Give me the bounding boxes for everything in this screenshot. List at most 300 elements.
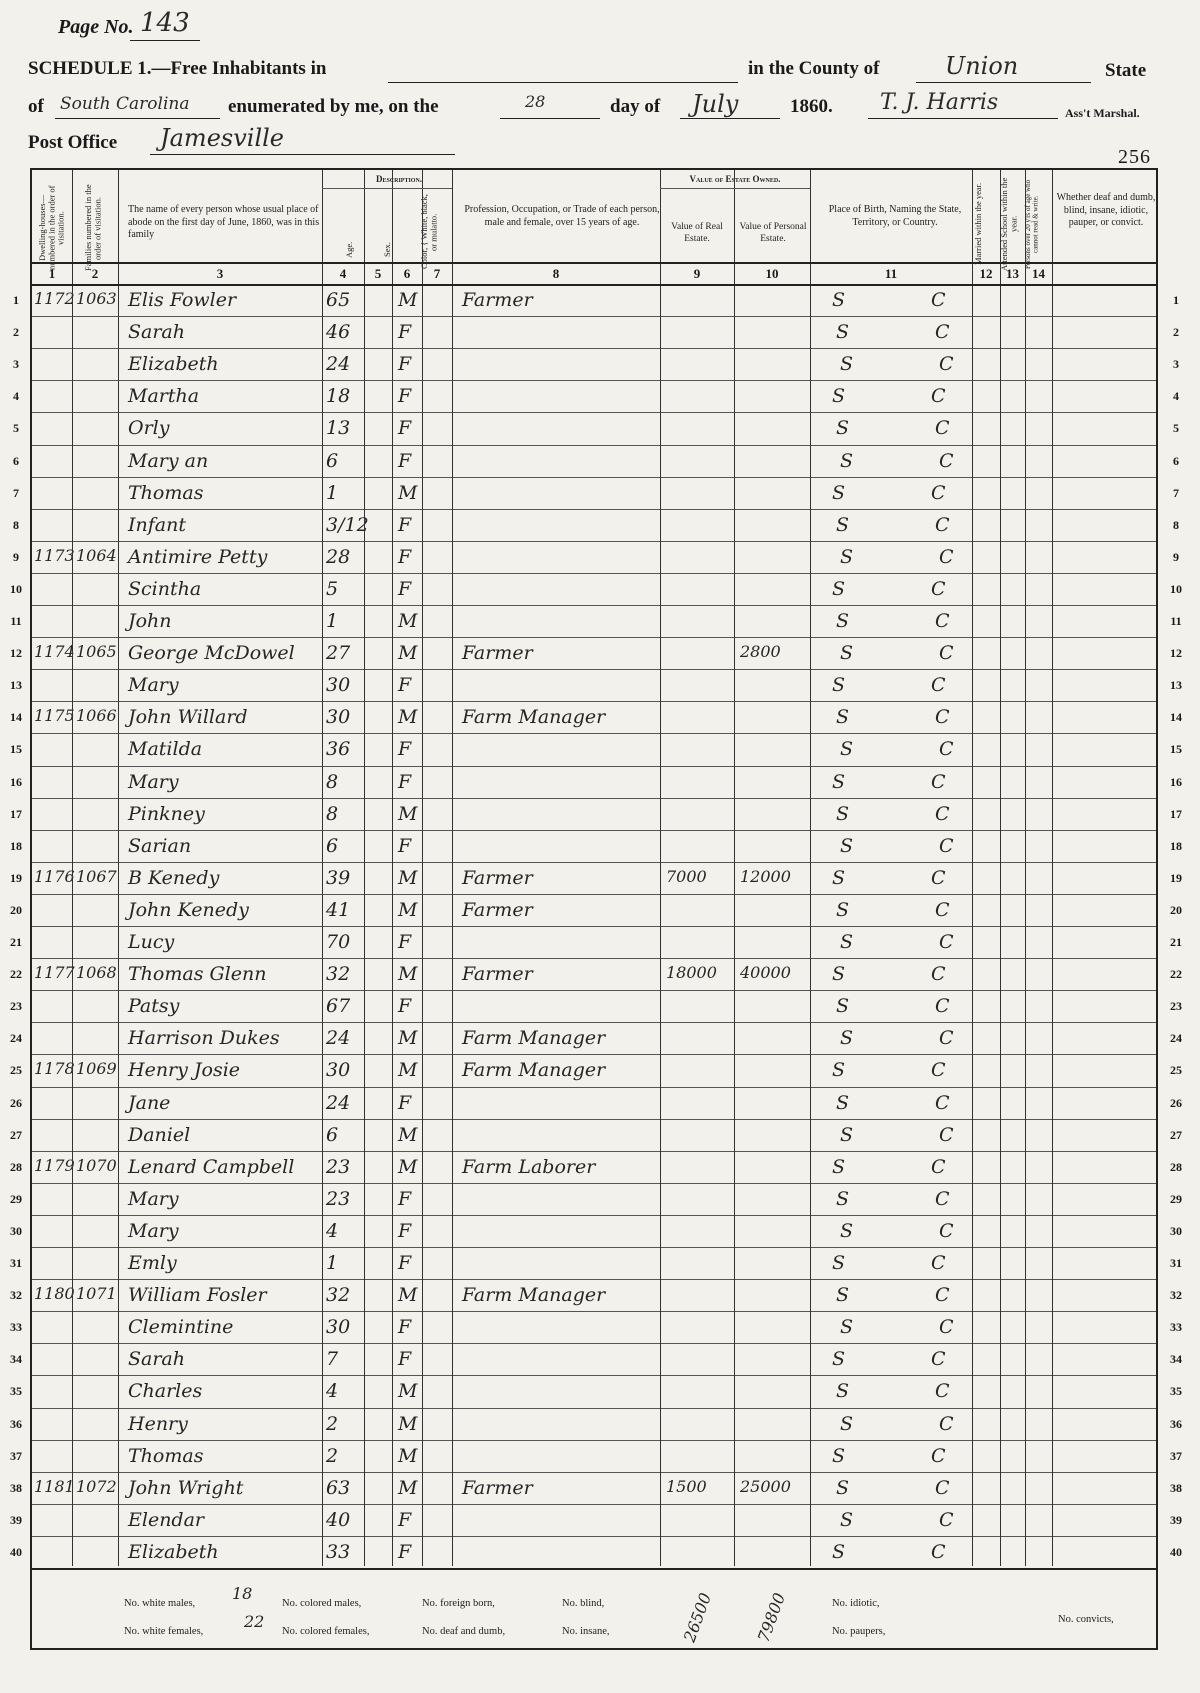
person-name: William Fosler [128, 1284, 267, 1307]
row-number-left: 15 [10, 742, 22, 757]
column-number: 11 [884, 266, 898, 281]
person-age: 40 [326, 1508, 351, 1531]
col2-header: Families numbered in the order of visitation. [83, 184, 103, 272]
dwelling-number: 1177 [34, 963, 75, 983]
occupation: Farmer [462, 963, 533, 986]
row-number-right: 30 [1170, 1223, 1182, 1238]
day-value: 28 [525, 92, 546, 111]
person-age: 1 [326, 610, 339, 632]
person-age: 67 [326, 995, 351, 1018]
person-sex: F [398, 738, 412, 761]
person-name: Thomas Glenn [128, 963, 267, 986]
real-estate-value: 7000 [666, 866, 707, 886]
person-sex: M [398, 1284, 418, 1307]
person-age: 41 [326, 898, 351, 921]
row-number-right: 7 [1173, 485, 1179, 500]
row-number-left: 6 [13, 453, 19, 468]
footer-white-males: No. white males, [124, 1598, 196, 1609]
person-name: Charles [128, 1380, 203, 1403]
person-sex: F [398, 1508, 412, 1531]
person-sex: F [398, 1252, 412, 1274]
row-number-left: 39 [10, 1512, 22, 1527]
row-number-right: 11 [1170, 614, 1182, 628]
person-sex: F [398, 1316, 412, 1339]
row-number-left: 22 [10, 967, 22, 982]
county-value: Union [945, 52, 1019, 80]
person-age: 13 [326, 417, 351, 440]
row-number-left: 16 [10, 774, 22, 789]
column-number: 9 [693, 266, 701, 281]
real-estate-value: 18000 [666, 963, 717, 983]
footer-idiotic: No. idiotic, [832, 1598, 880, 1609]
birthplace: S C [836, 1187, 990, 1210]
occupation: Farm Manager [462, 706, 606, 729]
person-sex: F [398, 674, 412, 697]
family-number: 1068 [76, 963, 117, 983]
person-age: 24 [326, 1027, 351, 1050]
row-number-left: 13 [10, 678, 22, 693]
birthplace: S C [836, 321, 990, 344]
family-number: 1063 [76, 289, 117, 308]
row-number-right: 28 [1170, 1159, 1182, 1174]
row-number-right: 2 [1173, 325, 1179, 340]
row-number-left: 26 [10, 1095, 22, 1110]
birthplace: S C [836, 995, 990, 1018]
dwelling-number: 1181 [34, 1476, 75, 1496]
birthplace: S C [832, 1540, 986, 1563]
person-name: Orly [128, 417, 170, 440]
person-name: Daniel [128, 1123, 191, 1146]
enumerated-label: enumerated by me, on the [228, 96, 439, 117]
row-number-right: 15 [1170, 742, 1182, 757]
occupation: Farm Manager [462, 1284, 606, 1307]
row-number-right: 31 [1170, 1256, 1182, 1270]
dwelling-number: 1172 [34, 289, 75, 308]
schedule-title: SCHEDULE 1.—Free Inhabitants in [28, 58, 327, 79]
row-number-right: 33 [1170, 1320, 1182, 1335]
person-name: Jane [128, 1091, 171, 1114]
row-number-left: 4 [13, 389, 19, 404]
state-label: State [1105, 60, 1147, 81]
person-name: Mary an [128, 449, 209, 472]
description-header: Description. [375, 174, 423, 184]
birthplace: S C [832, 481, 986, 504]
row-number-right: 35 [1170, 1384, 1182, 1399]
person-name: B Kenedy [128, 866, 220, 889]
col3-header: The name of every person whose usual place of abode on the first day of June, 1860, was in this family [128, 204, 320, 240]
birthplace: S C [840, 1219, 994, 1242]
row-number-left: 34 [10, 1352, 22, 1367]
birthplace: S C [836, 513, 990, 536]
col9-header: Value of Personal Estate. [739, 222, 807, 244]
column-number: 12 [979, 266, 993, 281]
col8-header: Value of Real Estate. [671, 222, 723, 244]
column-number: 14 [1032, 266, 1045, 281]
col4-header: Age. [344, 241, 354, 259]
person-age: 5 [326, 577, 339, 600]
footer-colored-females: No. colored females, [282, 1626, 370, 1637]
person-name: Scintha [128, 577, 202, 600]
person-name: Mary [128, 770, 179, 793]
birthplace: S C [832, 1155, 986, 1178]
birthplace: S C [840, 1508, 994, 1531]
footer-convicts: No. convicts, [1058, 1614, 1114, 1625]
birthplace: S C [832, 385, 986, 408]
person-age: 30 [326, 706, 351, 729]
column-number: 10 [765, 266, 779, 281]
person-name: Harrison Dukes [128, 1027, 280, 1050]
person-name: Henry [128, 1412, 188, 1435]
row-number-left: 36 [10, 1416, 22, 1431]
birthplace: S C [832, 577, 986, 600]
person-age: 1 [326, 1252, 339, 1274]
person-name: Mary [128, 1187, 179, 1210]
real-estate-value: 1500 [666, 1476, 707, 1496]
personal-estate-value: 12000 [740, 866, 791, 886]
birthplace: S C [836, 706, 990, 729]
row-number-right: 6 [1173, 453, 1179, 468]
person-age: 63 [326, 1476, 351, 1499]
personal-estate-value: 40000 [740, 963, 791, 983]
row-number-left: 21 [10, 935, 22, 949]
birthplace: S C [836, 610, 990, 632]
family-number: 1070 [76, 1155, 117, 1175]
occupation: Farmer [462, 898, 533, 921]
column-number: 1 [48, 266, 56, 281]
row-number-left: 8 [13, 517, 19, 532]
row-number-left: 20 [10, 902, 22, 917]
person-name: Sarah [128, 1348, 185, 1371]
person-sex: F [398, 1091, 412, 1114]
row-number-left: 40 [10, 1544, 22, 1559]
column-number: 6 [403, 266, 411, 281]
person-age: 24 [326, 1091, 351, 1114]
person-sex: M [398, 1412, 418, 1435]
person-name: Pinkney [128, 802, 205, 825]
footer-insane: No. insane, [562, 1626, 610, 1637]
dwelling-number: 1174 [34, 642, 75, 662]
person-age: 46 [326, 321, 351, 344]
footer-white-females: No. white females, [124, 1626, 204, 1637]
person-age: 8 [326, 770, 339, 793]
person-sex: F [398, 321, 412, 344]
birthplace: S C [840, 738, 994, 761]
row-number-right: 5 [1173, 421, 1179, 436]
col10-header: Place of Birth, Naming the State, Territory, or Country. [828, 204, 962, 228]
person-sex: M [398, 642, 418, 665]
row-number-left: 14 [10, 710, 22, 725]
person-sex: F [398, 1540, 412, 1563]
row-number-right: 25 [1170, 1063, 1182, 1078]
census-table [10, 168, 1182, 1650]
row-number-left: 11 [10, 614, 22, 628]
row-number-right: 29 [1170, 1191, 1182, 1206]
row-number-left: 25 [10, 1063, 22, 1078]
person-name: John Wright [128, 1476, 244, 1499]
person-name: Lenard Campbell [128, 1155, 295, 1178]
person-name: Elizabeth [128, 353, 219, 376]
row-number-right: 26 [1170, 1095, 1182, 1110]
row-number-left: 1 [13, 293, 19, 307]
person-age: 6 [326, 1123, 339, 1146]
row-number-right: 27 [1170, 1127, 1182, 1142]
row-number-right: 16 [1170, 774, 1182, 789]
person-name: Matilda [128, 738, 203, 761]
col11-header: Married within the year. [973, 182, 983, 266]
person-age: 6 [326, 834, 339, 857]
person-sex: M [398, 1059, 418, 1082]
person-sex: M [398, 963, 418, 986]
person-age: 70 [326, 931, 351, 953]
person-name: Lucy [128, 931, 175, 953]
person-age: 2 [326, 1412, 339, 1435]
row-number-left: 17 [10, 806, 22, 821]
county-label: in the County of [748, 58, 880, 79]
row-number-right: 19 [1170, 870, 1182, 885]
estate-header: Value of Estate Owned. [689, 174, 781, 184]
person-sex: F [398, 1219, 412, 1242]
person-sex: F [398, 385, 412, 408]
footer-foreign-born: No. foreign born, [422, 1598, 495, 1609]
row-number-right: 23 [1170, 999, 1182, 1014]
birthplace: S C [840, 1316, 994, 1339]
col14-header: Whether deaf and dumb, blind, insane, idiotic, pauper, or convict. [1056, 192, 1156, 228]
person-age: 6 [326, 449, 339, 472]
personal-estate-value: 2800 [740, 642, 781, 662]
family-number: 1064 [76, 545, 117, 565]
family-number: 1066 [76, 706, 117, 726]
birthplace: S C [832, 674, 986, 697]
birthplace: S C [840, 1412, 994, 1435]
row-number-right: 8 [1173, 517, 1179, 532]
page-label: Page No. [58, 16, 134, 38]
row-number-right: 13 [1170, 678, 1182, 693]
row-number-right: 20 [1170, 902, 1182, 917]
person-sex: M [398, 802, 418, 825]
birthplace: S C [840, 545, 994, 568]
person-age: 24 [326, 353, 351, 376]
birthplace: S C [840, 1027, 994, 1050]
row-number-left: 23 [10, 999, 22, 1014]
row-number-left: 18 [10, 838, 22, 853]
birthplace: S C [832, 1059, 986, 1082]
personal-estate-value: 25000 [740, 1476, 791, 1496]
person-sex: M [398, 1027, 418, 1050]
person-name: Sarah [128, 321, 185, 344]
person-age: 4 [326, 1219, 339, 1242]
occupation: Farm Manager [462, 1027, 606, 1050]
col12-header: Attended School within the year. [999, 177, 1019, 271]
birthplace: S C [832, 770, 986, 793]
person-name: Mary [128, 674, 179, 697]
row-number-left: 7 [13, 485, 19, 500]
dwelling-number: 1180 [34, 1284, 75, 1304]
person-sex: F [398, 1348, 412, 1371]
col13-header: Persons over 20 y'rs of age who cannot read & write. [1024, 179, 1040, 269]
person-name: Clemintine [128, 1316, 234, 1339]
person-name: John Willard [128, 706, 248, 729]
row-number-right: 9 [1173, 549, 1179, 564]
occupation: Farm Laborer [462, 1155, 596, 1178]
row-number-left: 12 [10, 646, 22, 661]
footer-white-females-value: 22 [244, 1612, 265, 1631]
row-number-right: 38 [1170, 1480, 1182, 1495]
person-sex: M [398, 1123, 418, 1146]
birthplace: S C [836, 898, 990, 921]
row-number-left: 33 [10, 1320, 22, 1335]
person-name: Infant [128, 513, 186, 536]
person-name: Martha [128, 385, 200, 408]
person-sex: F [398, 931, 412, 953]
row-number-left: 29 [10, 1191, 22, 1206]
birthplace: S C [832, 289, 986, 311]
person-name: Thomas [128, 1444, 204, 1467]
person-sex: F [398, 770, 412, 793]
birthplace: S C [836, 1476, 990, 1499]
column-number: 7 [433, 266, 441, 281]
footer-personal-total: 79800 [753, 1590, 790, 1645]
row-number-right: 1 [1173, 293, 1179, 307]
family-number: 1072 [76, 1476, 117, 1496]
person-age: 18 [326, 385, 351, 408]
footer-colored-males: No. colored males, [282, 1598, 362, 1609]
post-office-label: Post Office [28, 132, 118, 153]
row-number-left: 37 [10, 1448, 22, 1463]
birthplace: S C [840, 931, 994, 953]
person-sex: M [398, 1155, 418, 1178]
person-age: 32 [326, 1284, 351, 1307]
col1-header: Dwelling-houses— numbered in the order of visitation. [37, 185, 66, 271]
person-age: 28 [326, 545, 351, 568]
dwelling-number: 1179 [34, 1155, 75, 1175]
row-number-left: 9 [13, 549, 19, 564]
person-age: 23 [326, 1155, 351, 1178]
birthplace: S C [836, 1284, 990, 1307]
person-sex: M [398, 1380, 418, 1403]
occupation: Farmer [462, 642, 533, 665]
row-number-left: 24 [10, 1031, 22, 1046]
page-number: 143 [140, 8, 190, 38]
family-number: 1065 [76, 642, 117, 662]
col7-header: Profession, Occupation, or Trade of each person, male and female, over 15 years of age. [464, 204, 660, 228]
person-age: 27 [326, 642, 351, 665]
row-number-left: 35 [10, 1384, 22, 1399]
person-name: Antimire Petty [128, 545, 268, 568]
person-sex: M [398, 1476, 418, 1499]
birthplace: S C [840, 353, 994, 376]
column-number: 5 [374, 266, 382, 281]
footer-white-males-value: 18 [232, 1584, 253, 1603]
person-age: 30 [326, 1316, 351, 1339]
dwelling-number: 1176 [34, 866, 75, 886]
person-name: John [128, 610, 172, 632]
row-number-left: 10 [10, 581, 22, 596]
marshal-signature: T. J. Harris [880, 90, 999, 115]
day-of-label: day of [610, 96, 661, 117]
column-number: 3 [216, 266, 224, 281]
dwelling-number: 1173 [34, 545, 75, 565]
marshal-label: Ass't Marshal. [1065, 106, 1140, 120]
person-name: Elendar [128, 1508, 204, 1531]
family-number: 1067 [76, 866, 117, 886]
person-age: 33 [326, 1540, 351, 1563]
person-name: Patsy [128, 995, 180, 1018]
birthplace: S C [832, 1444, 986, 1467]
row-number-right: 17 [1170, 806, 1182, 821]
occupation: Farmer [462, 866, 533, 889]
birthplace: S C [836, 1091, 990, 1114]
person-sex: F [398, 834, 412, 857]
row-number-right: 39 [1170, 1512, 1182, 1527]
row-number-right: 36 [1170, 1416, 1182, 1431]
row-number-right: 32 [1170, 1288, 1182, 1303]
person-age: 65 [326, 289, 351, 311]
row-number-right: 40 [1170, 1544, 1182, 1559]
person-name: Elis Fowler [128, 289, 237, 311]
person-age: 30 [326, 1059, 351, 1082]
row-number-right: 10 [1170, 581, 1182, 596]
family-number: 1071 [76, 1284, 117, 1304]
footer-real-total: 26500 [679, 1590, 716, 1645]
person-age: 36 [326, 738, 351, 761]
state-value: South Carolina [60, 94, 190, 114]
person-sex: F [398, 545, 412, 568]
row-number-left: 31 [10, 1256, 22, 1270]
person-age: 3/12 [326, 513, 369, 536]
birthplace: S C [832, 1252, 986, 1274]
person-sex: F [398, 577, 412, 600]
row-number-right: 18 [1170, 838, 1182, 853]
person-age: 1 [326, 481, 339, 504]
person-name: John Kenedy [128, 898, 249, 921]
row-number-left: 30 [10, 1223, 22, 1238]
post-office-value: Jamesville [160, 124, 284, 152]
person-sex: M [398, 289, 418, 311]
person-name: Elizabeth [128, 1540, 219, 1563]
col5-header: Sex. [382, 242, 392, 258]
column-number: 8 [552, 266, 560, 281]
person-name: Emly [128, 1252, 177, 1274]
row-number-left: 5 [13, 421, 19, 436]
year: 1860. [790, 96, 833, 117]
occupation: Farm Manager [462, 1059, 606, 1082]
row-number-left: 3 [13, 357, 19, 372]
row-number-left: 32 [10, 1288, 22, 1303]
birthplace: S C [836, 1380, 990, 1403]
person-sex: F [398, 995, 412, 1018]
sheet-number: 256 [1118, 146, 1151, 168]
person-sex: F [398, 513, 412, 536]
column-number: 2 [91, 266, 99, 281]
person-sex: F [398, 417, 412, 440]
column-number: 13 [1006, 266, 1019, 281]
person-sex: M [398, 1444, 418, 1467]
row-number-right: 14 [1170, 710, 1182, 725]
row-number-left: 27 [10, 1127, 22, 1142]
row-number-right: 12 [1170, 646, 1182, 661]
birthplace: S C [840, 449, 994, 472]
row-number-left: 19 [10, 870, 22, 885]
occupation: Farmer [462, 289, 533, 311]
person-name: George McDowel [128, 642, 295, 665]
dwelling-number: 1175 [34, 706, 75, 726]
row-number-left: 38 [10, 1480, 22, 1495]
person-sex: M [398, 866, 418, 889]
person-sex: M [398, 610, 418, 632]
person-sex: M [398, 706, 418, 729]
row-number-right: 4 [1173, 389, 1179, 404]
person-name: Henry Josie [128, 1059, 241, 1082]
